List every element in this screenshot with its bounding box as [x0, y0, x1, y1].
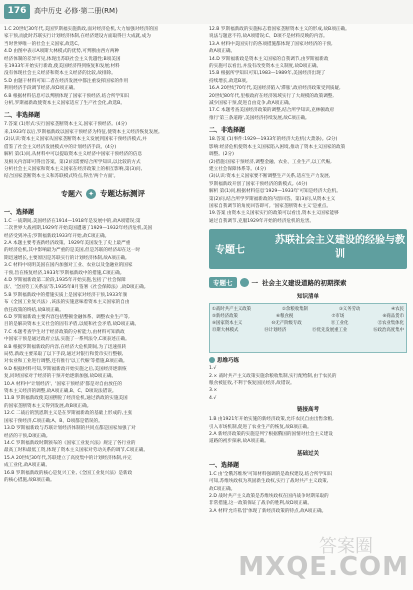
lesson-title: 社会主义建设道路的初期探索 [262, 278, 347, 287]
unit-test-banner [4, 186, 202, 202]
gaokao-heading: 链接高考 [296, 407, 319, 414]
knowledge-item: ⑧商品货币 [382, 314, 404, 320]
text-line: 罗斯福新政开创了国家干预经济的新模式。(4分) [209, 181, 308, 187]
text-line: 1.B 由1921年开始实施的新经济政策,允许农民自由出售余粮, [209, 417, 334, 423]
text-line: 在1933年开始实行新政,使美国经济得到恢复和发展;材料 [4, 64, 120, 70]
text-line: 二次世界大战初期,1929年开始美国遭遇了1929—1932年经济危机,美国 [4, 226, 153, 232]
text-line: 16.A 20世纪70年代,美国经济陷入'滞胀',政府经济政策受到质疑, [209, 86, 341, 92]
text-line: 最高工时和最低工资,体现了资本主义国家对劳动关系的调节,C项正确。 [4, 448, 148, 454]
text-line: 持续增长,故选B项。 [209, 78, 251, 84]
text-line: 5.D 由题干材料可知二者在经济发展中都注重发挥国家的作用 [4, 78, 129, 84]
text-line: 道路的初步探索,故A项正确。 [209, 439, 269, 445]
text-line: 说法与题意不符,故A项错误;C、D项不是材料反映的内容。 [209, 34, 328, 40]
circle-icon [240, 278, 249, 287]
knowledge-item: ⑯政治高度集中 [373, 328, 404, 334]
text-line: 结合国家垄断资本主义和苏联模式特点,得出'两个方面'。 [4, 174, 119, 180]
text-line: 2.A 本题主要考查新经济政策。1929年美国发生了史上最严重 [4, 240, 131, 246]
text-line: 7.答案 (1)形式:实行国家垄断资本主义,国家干预经济。(4分) [4, 122, 127, 128]
text-line: 分析社会主义国家和资本主义国家在经济政策上的相互影响,第(3)问, [4, 166, 143, 172]
knowledge-item: ③义务劳动 [338, 307, 361, 313]
text-line: 引入市场机制,促进了农业生产的恢复,故B项正确。 [209, 424, 312, 430]
text-line: 国家自我调节的角度回答即可。'国家垄断资本主义'是重点。 [209, 203, 331, 209]
text-line: 国家干预经济,C项正确;A、B、D项都是错误的。 [4, 418, 103, 424]
text-line: 4.D 罗斯福新政第二阶段,1935年开始实施,包括了'社会保障 [4, 277, 126, 283]
lesson-heading [209, 275, 407, 289]
knowledge-item: ⑮优先发展重工业 [312, 328, 348, 334]
knowledge-row [212, 306, 404, 313]
knowledge-item: ②余粮收集制 [282, 307, 308, 313]
knowledge-row [212, 327, 404, 334]
text-line: 利用经济手段调节经济,故D项正确。 [4, 86, 78, 92]
text-line: 粮食被征收,不利于恢复国民经济,故错误。 [209, 380, 295, 386]
text-line: 1.C 由'全俄苏维埃'可知材料强调的是政权建设,结合所学知识 [209, 471, 333, 477]
running-title: 高中历史 必修·第二册(RM) [34, 7, 118, 15]
section-heading: 一、选择题 [209, 461, 240, 469]
text-line: 14.C 罗斯福新政时期颁布的《国家工业复兴法》规定了各行业的 [4, 440, 136, 446]
text-line: 2.× 战时共产主义政策实施余粮收集制,实行配给制,由于农民的 [209, 373, 337, 379]
text-line: 法'、'全国劳工关系法'等,1935年8月签署《社会保障法》,故D项正确。 [4, 285, 149, 291]
text-line: 17.C 本题考查美国经济政策的调整,结合所学知识,克林顿政府 [209, 108, 335, 114]
text-line: 当时世界唯一的社会主义国家,故选C。 [4, 41, 83, 47]
text-line: 来,1933年以后,罗斯福新政以国家干预经济为特征,使资本主义经济恢复发展。 [4, 129, 163, 135]
text-line: 解析 第(1)问,根据材料信息'1929—1933年'可知是经济大危机。 [209, 189, 341, 195]
text-line: 解析 第(1)问,从材料中可以提取资本主义经济中国家干预经济的信息 [4, 152, 143, 158]
text-line: 4.√ [209, 395, 217, 401]
text-line: 目的是解决资本主义社会的固有矛盾,以缓和社会矛盾,故D项正确。 [4, 322, 140, 328]
text-line: 资本主义经济的调整,故A项正确,B、C、D项说法错误。 [4, 389, 117, 395]
text-line: 故C项正确。 [209, 486, 236, 492]
text-line: 及相关内容即可得出答案。第(2)问需要结合所学知识,以比较的方式 [4, 159, 141, 165]
text-line: 成工业化,故A项正确。 [4, 463, 50, 469]
text-line: 复,同时国家对于经济的干预开始逐渐加强,故D项正确。 [4, 374, 117, 380]
lesson-label: 一 [251, 278, 258, 287]
text-line: 的经济危机,其中影响最为严重的是美国,但是苏联的经济却在这一时 [4, 248, 141, 254]
section-heading: 二、非选择题 [4, 112, 41, 120]
knowledge-row [212, 313, 404, 320]
knowledge-item: ⑬斯大林模式 [212, 328, 239, 334]
watermark [238, 532, 413, 590]
knowledge-item: ⑨国家资本主义 [212, 321, 243, 327]
text-line: 可知,苏维埃政权为巩固新生政权,实行了战时共产主义政策, [209, 479, 329, 485]
text-line: 对农业和工业进行调整,还有推行'以工代赈'等措施,B项正确。 [4, 359, 128, 365]
knowledge-item: ⑭计划经济 [264, 328, 287, 334]
text-line: 13.A 材料中美国实行的各项措施都体现了国家对经济的干预, [209, 41, 333, 47]
text-line: 影响:经济危机使资本主义国家陷入困境,推动了资本主义国家的政策 [209, 144, 346, 150]
section-heading: 一、选择题 [4, 208, 35, 216]
text-line: 12.C 二战后的凯恩斯主义是在罗斯福新政的基础上形成的,主张 [4, 411, 133, 417]
text-line: 放任政策的终结,故B项正确。 [4, 307, 64, 313]
text-line: 9.D 根据材料可知,罗斯福新政开始实施之后,美国经济逐渐恢 [4, 366, 127, 372]
text-line: 6.D 罗斯福新政主要内容包括整顿金融体系、调整农业生产等, [4, 315, 130, 320]
text-line: 没有体现社会主义经济和资本主义经济的比较,故排除。 [4, 71, 116, 77]
text-line: 2.D 战时共产主义政策是苏维埃政权在国内战争时期采取的 [209, 494, 329, 500]
text-line: 的国家垄断资本主义得到发展,故B项正确。 [4, 403, 92, 409]
text-line: 1.√ [209, 366, 217, 372]
text-line: 经济受到冲击;罗斯福新政1933年开始,故C项正确。 [4, 233, 110, 239]
text-line: 13.D 罗斯福新政与苏联计划经济体制的共同点都是国家加强了对 [4, 426, 136, 432]
knowledge-item: ⑫农业集体化 [377, 321, 404, 327]
text-line: 第(2)问,结合所学罗斯福新政的内容回答。第(3)问,从资本主义 [209, 196, 336, 202]
gear-icon: ✦ [86, 189, 96, 199]
gaokao-answers [209, 416, 407, 446]
text-line: (3)认识:资本主义国家要不断调整生产关系,适应生产力发展, [209, 174, 331, 180]
text-line: 期迅速增长,主要原因是苏联实行的计划经济体制,故A项正确。 [4, 255, 130, 261]
text-line: 11.B 罗斯福新政使美国摆脱了经济危机,通过新政的实施美国 [4, 396, 128, 402]
left-nonchoice-answers [4, 121, 202, 180]
basic-heading: 基础过关 [296, 450, 319, 457]
unit-test-title: 专题达标测评 [100, 189, 145, 199]
chapter-banner [209, 229, 407, 269]
text-line: 经济的干预,D项正确。 [4, 433, 51, 439]
right-column [209, 26, 407, 582]
text-line: (2)措施:国家干预经济,调整金融、农业、工业生产,以工代赈, [209, 159, 332, 165]
left-top-answers [4, 26, 202, 107]
text-line: 1.C 一战期间,美国经济在1914—1918年是发展中的,故A项错误;第 [4, 218, 141, 224]
text-line: 非常措施,这一政策保证了战争的胜利,故D项正确。 [209, 501, 312, 507]
text-line: 借鉴了社会主义经济发展模式中的计划经济手段。(4分) [4, 144, 117, 150]
knowledge-item: ⑦市场 [331, 314, 345, 320]
knowledge-item: ④农民 [391, 307, 404, 313]
text-line: 4.D 由图中表示A项斯大林模式的优势,可判断由西方两种 [4, 49, 120, 55]
text-line: 10.A 材料中'计划经济'、'国家干预经济'都是对自由放任的 [4, 381, 123, 387]
text-line: 故A项正确。 [209, 49, 236, 55]
text-line: 调整。(2分) [209, 152, 234, 158]
text-line: 19.答案 由资本主义国家实行的政策可以看出,资本主义国家能够 [209, 211, 339, 217]
lesson-number: 专题七 [209, 277, 237, 288]
text-line: 分析,罗斯福新政使资本主义国家适应了生产社会化,故选B。 [4, 101, 125, 107]
section-heading: 二、非选择题 [209, 127, 246, 135]
right-nonchoice-answers [209, 136, 407, 225]
text-line: 3.× [209, 388, 218, 394]
text-line: 5.B 罗斯福新政中的措施实质上是国家对经济干预,1933年颁 [4, 292, 128, 298]
left-choice-answers [4, 218, 202, 485]
right-choice-answers [209, 471, 407, 515]
tips-answers [209, 365, 407, 402]
chapter-title: 苏联社会主义建设的经验与教训 [275, 235, 405, 261]
text-line: 15.B 根据所学知识可知,1983—1989年,美国经济出现了 [209, 71, 326, 77]
watermark-logo: 答案圈 [319, 536, 373, 557]
text-line: 15.A 20世纪30年代,苏联建立了高度集中的计划经济体制,并完 [4, 455, 132, 461]
text-line: 1.C 20世纪30年代,美国罗斯福实施新政,面对经济危机,大力加强对经济的国 [4, 27, 158, 32]
text-line: 12.B 罗斯福新政的实施标志着国家垄断资本主义的形成,故B项正确。 [209, 27, 350, 32]
chapter-number: 专题七 [215, 245, 245, 257]
knowledge-item: ⑥粮食税 [276, 314, 294, 320]
text-line: 3.A 材料'允许私营'体现了新经济政策的特点,故A项正确。 [209, 508, 327, 514]
text-line: 减少国家干预,促进自由竞争,故A项正确。 [209, 101, 294, 107]
knowledge-item: ①战时共产主义政策 [212, 307, 252, 313]
left-column [4, 26, 202, 582]
text-line: 的核心措施,故B项正确。 [4, 477, 55, 483]
knowledge-item: ⑩无产阶级专政 [271, 321, 302, 327]
text-line: 经济体制的差异可见,体现出苏联社会主义优越性;B项美国 [4, 56, 121, 62]
text-line: 3.C 材料中说明美国在国内加强对工业、农业以及金融业的国家 [4, 263, 133, 269]
text-line: 的实施可以看出,并没有改变资本主义制度,故D项正确。 [209, 64, 322, 70]
tips-label: 思维巧练 [217, 358, 240, 365]
text-line: 局势,新政主要采取了以下手段,通过对银行和货币实行整顿, [4, 352, 124, 358]
text-line: 布《全国工业复兴法》,该法的实施意味着资本主义国家的自由 [4, 300, 130, 306]
text-line: 中国家干预是通过政府立法,实施了一系列法令,C项表述正确。 [4, 337, 130, 343]
text-line: 14.D 罗斯福新政是资本主义国家的自我调节,由罗斯福新政 [209, 56, 329, 62]
text-line: 推行'第三条道路',美国经济持续发展,故C项正确。 [209, 115, 310, 121]
knowledge-item: ⑤新经济政策 [212, 314, 238, 320]
text-line: 干预,旨在恢复经济,1933年罗斯福新政中的措施,C项正确。 [4, 270, 125, 276]
text-line: 6.B 根据材料信息可以判断体现了国家干预经济,结合所学知识 [4, 93, 130, 99]
text-line: 2.A 新经济政策的实施是列宁根据俄国的国情对社会主义建设 [209, 432, 333, 437]
knowledge-row [212, 320, 404, 327]
page-header [0, 0, 413, 24]
watermark-text: MXQE.COM [238, 552, 409, 582]
page-number: 176 [4, 4, 30, 19]
unit-label: 专题六 [61, 189, 82, 198]
knowledge-list [209, 303, 407, 353]
right-top-answers [209, 26, 407, 122]
text-line: 7.C 本题考查学生对于经济政策的分析能力,由材料可知新政 [4, 329, 125, 335]
knowledge-item: ⑪工业化 [330, 321, 349, 327]
tips-heading [209, 356, 407, 364]
text-line: 16.B 罗斯福新政的核心是复兴工业,《全国工业复兴法》是新政 [4, 470, 133, 476]
text-line: 建立社会保障体系等。(4分) [209, 166, 267, 172]
text-line: 18.答案 (1)事件:1929—1933年的经济大危机(大萧条)。(2分) [209, 137, 338, 143]
text-line: 家干预,而此时苏联实行计划经济体制,在经济建设方面取得巨大成就,成为 [4, 34, 151, 40]
bullet-icon [209, 357, 215, 363]
text-line: 20世纪80年代,里根政府在经济领域实行了大规模的政策调整, [209, 93, 334, 99]
text-line: (2)认识:资本主义国家从国家垄断资本主义发展到国家干预经济模式,并 [4, 137, 147, 143]
text-line: 8.B 根据罗斯福新政的内容,在经济大危机期间,为了迅速扭转 [4, 344, 127, 350]
text-line: 通过自我调节,克服1929年开始的经济危机的危害。 [209, 218, 315, 224]
knowledge-heading: 知识清单 [296, 294, 319, 301]
